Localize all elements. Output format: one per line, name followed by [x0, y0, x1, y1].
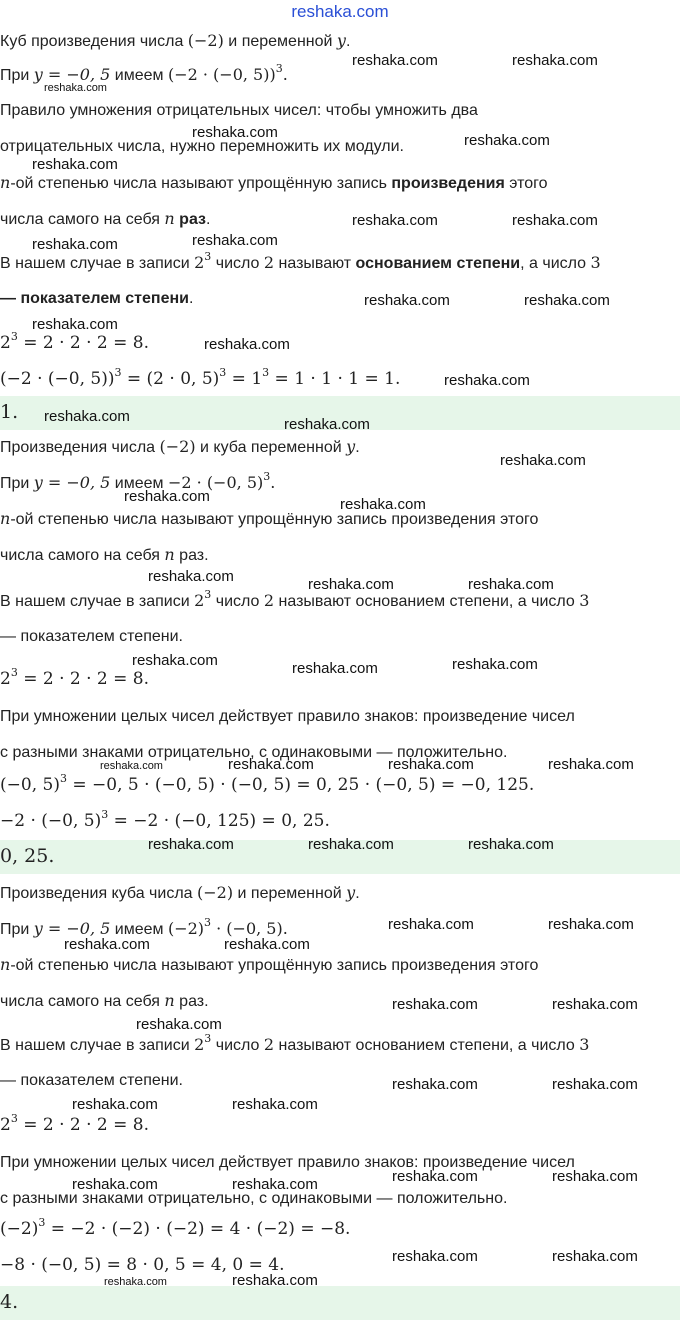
s3-line-4: числа самого на себя n раз.: [0, 991, 209, 1010]
s2-line-4: числа самого на себя n раз.: [0, 545, 209, 564]
s1-math-1: $2^3 = 2 \cdot 2 \cdot 2 = 8$.: [0, 330, 150, 353]
s3-math-2: $(-2)^3 = -2 \cdot (-2) \cdot (-2) = 4 \cdot (-2) = -8$.: [0, 1216, 351, 1239]
watermark: reshaka.com: [364, 292, 450, 309]
s1-line-3: Правило умножения отрицательных чисел: чтобы умножить два: [0, 102, 478, 119]
watermark: reshaka.com: [32, 156, 118, 173]
s1-line-6: числа самого на себя n раз.: [0, 209, 211, 228]
s3-line-3: n-ой степенью числа называют упрощённую запись произведения этого: [0, 955, 539, 974]
s3-answer: 4.: [0, 1286, 680, 1320]
s2-line-6: — показателем степени.: [0, 628, 183, 645]
watermark: reshaka.com: [340, 496, 426, 513]
watermark: reshaka.com: [392, 996, 478, 1013]
watermark: reshaka.com: [44, 82, 107, 94]
s1-line-2: При y = −0, 5 имеем (−2 · (−0, 5))$^3$.: [0, 62, 288, 84]
watermark: reshaka.com: [148, 568, 234, 585]
watermark: reshaka.com: [124, 488, 210, 505]
watermark: reshaka.com: [64, 936, 150, 953]
s1-line-5: n-ой степенью числа называют упрощённую запись произведения этого: [0, 173, 548, 192]
s1-math-2: (−2 · (−0, 5))$^3$ = (2 · 0, $5)^3 = 1^3 = 1 \cdot 1 \cdot 1 = 1$.: [0, 366, 401, 389]
watermark: reshaka.com: [524, 292, 610, 309]
watermark: reshaka.com: [552, 1076, 638, 1093]
watermark: reshaka.com: [512, 52, 598, 69]
watermark: reshaka.com: [468, 836, 554, 853]
site-header-link[interactable]: reshaka.com: [291, 2, 389, 21]
watermark: reshaka.com: [392, 1168, 478, 1185]
watermark: reshaka.com: [148, 836, 234, 853]
watermark: reshaka.com: [444, 372, 530, 389]
s3-line-9: с разными знаками отрицательно, с одинаковыми — положительно.: [0, 1190, 508, 1207]
watermark: reshaka.com: [548, 756, 634, 773]
watermark: reshaka.com: [352, 52, 438, 69]
watermark: reshaka.com: [548, 916, 634, 933]
watermark: reshaka.com: [464, 132, 550, 149]
s1-line-1: Куб произведения числа (−2) и переменной y.: [0, 31, 351, 50]
watermark: reshaka.com: [32, 316, 118, 333]
s2-math-2: (−0, 5)$^3$ = −0, 5 · (−0, 5) · (−0, 5) = 0, 25 · (−0, 5) = −0, 125.: [0, 772, 535, 795]
watermark: reshaka.com: [552, 1168, 638, 1185]
watermark: reshaka.com: [388, 916, 474, 933]
watermark: reshaka.com: [232, 1176, 318, 1193]
s3-line-1: Произведения куба числа (−2) и переменной y.: [0, 883, 360, 902]
watermark: reshaka.com: [388, 756, 474, 773]
watermark: reshaka.com: [228, 756, 314, 773]
watermark: reshaka.com: [392, 1248, 478, 1265]
s3-math-1: $2^3 = 2 \cdot 2 \cdot 2 = 8$.: [0, 1112, 150, 1135]
s3-line-2: При y = −0, 5 имеем $(-2)^3 \cdot (-0$, 5).: [0, 916, 288, 938]
s1-line-7: В нашем случае в записи $2^3$ число 2 называют основанием степени, а число 3: [0, 250, 601, 272]
watermark: reshaka.com: [132, 652, 218, 669]
watermark: reshaka.com: [352, 212, 438, 229]
watermark: reshaka.com: [392, 1076, 478, 1093]
s3-line-8: При умножении целых чисел действует правило знаков: произведение чисел: [0, 1154, 575, 1171]
s2-answer: 0, 25.: [0, 840, 680, 874]
s2-line-2: При y = −0, 5 имеем −2 · (−0, 5)$^3$.: [0, 470, 276, 492]
s2-line-3: n-ой степенью числа называют упрощённую запись произведения этого: [0, 509, 539, 528]
s2-line-5: В нашем случае в записи $2^3$ число 2 называют основанием степени, а число 3: [0, 588, 590, 610]
watermark: reshaka.com: [500, 452, 586, 469]
watermark: reshaka.com: [512, 212, 598, 229]
s3-line-5: В нашем случае в записи $2^3$ число 2 называют основанием степени, а число 3: [0, 1032, 590, 1054]
watermark: reshaka.com: [224, 936, 310, 953]
watermark: reshaka.com: [308, 836, 394, 853]
watermark: reshaka.com: [72, 1096, 158, 1113]
s3-math-3: −8 · (−0, 5) = 8 · 0, 5 = 4, 0 = 4.: [0, 1255, 285, 1275]
s2-line-8: При умножении целых чисел действует правило знаков: произведение чисел: [0, 708, 575, 725]
s2-math-3: −2 · (−0, 5)$^3$ = −2 · (−0, 125) = 0, 25.: [0, 808, 330, 831]
watermark: reshaka.com: [232, 1096, 318, 1113]
s1-line-8: — показателем степени.: [0, 290, 194, 307]
watermark: reshaka.com: [192, 124, 278, 141]
watermark: reshaka.com: [192, 232, 278, 249]
watermark: reshaka.com: [100, 760, 163, 772]
watermark: reshaka.com: [468, 576, 554, 593]
watermark: reshaka.com: [292, 660, 378, 677]
watermark: reshaka.com: [32, 236, 118, 253]
watermark: reshaka.com: [104, 1276, 167, 1288]
watermark: reshaka.com: [232, 1272, 318, 1289]
watermark: reshaka.com: [72, 1176, 158, 1193]
s2-math-1: $2^3 = 2 \cdot 2 \cdot 2 = 8$.: [0, 666, 150, 689]
watermark: reshaka.com: [284, 416, 370, 433]
watermark: reshaka.com: [552, 1248, 638, 1265]
watermark: reshaka.com: [136, 1016, 222, 1033]
s3-line-6: — показателем степени.: [0, 1072, 183, 1089]
s2-line-1: Произведения числа (−2) и куба переменной y.: [0, 437, 360, 456]
watermark: reshaka.com: [452, 656, 538, 673]
watermark: reshaka.com: [308, 576, 394, 593]
s1-answer: 1.: [0, 396, 680, 430]
watermark: reshaka.com: [204, 336, 290, 353]
watermark: reshaka.com: [552, 996, 638, 1013]
watermark: reshaka.com: [44, 408, 130, 425]
s1-line-4: отрицательных числа, нужно перемножить их модули.: [0, 138, 404, 155]
s2-line-9: с разными знаками отрицательно, с одинаковыми — положительно.: [0, 744, 508, 761]
